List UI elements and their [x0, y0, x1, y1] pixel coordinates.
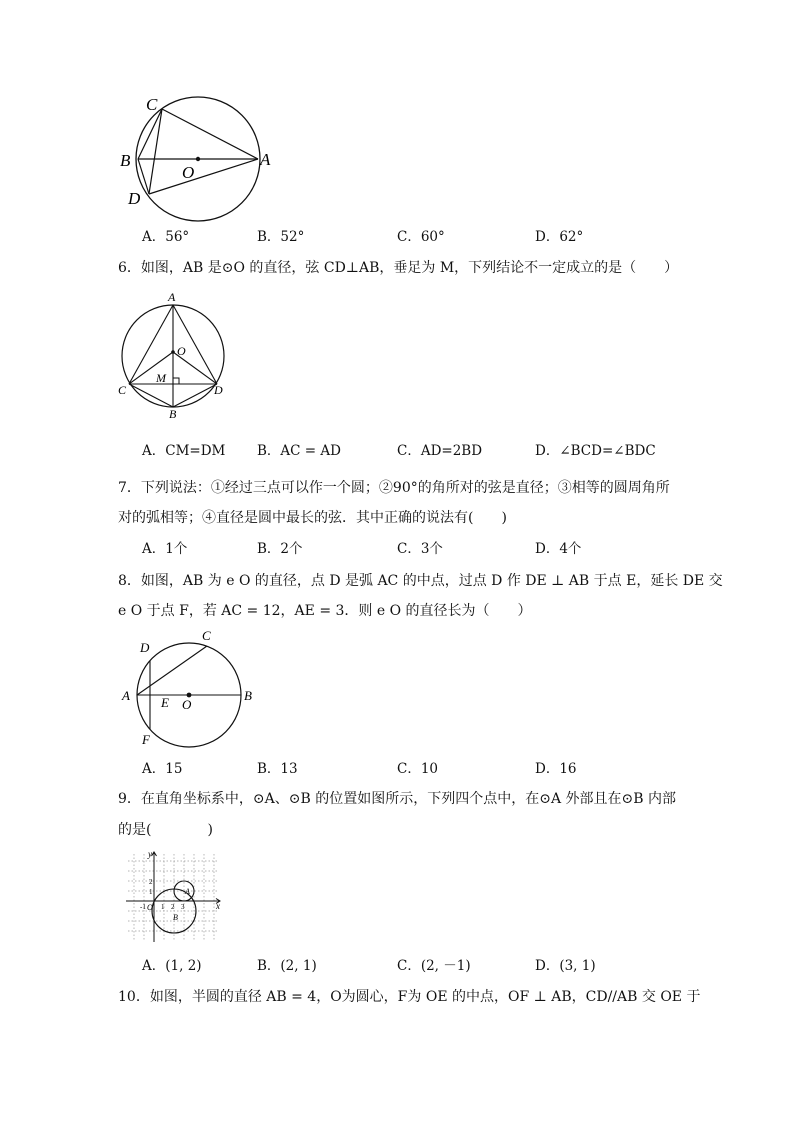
q8-label-a: A: [122, 688, 130, 703]
q8-option-a[interactable]: A．15: [142, 761, 183, 777]
q9-tick-x1: 1: [161, 903, 165, 911]
q9-label-y: y: [148, 849, 152, 859]
q8-label-c: C: [202, 628, 211, 643]
q7-option-d[interactable]: D．4个: [535, 541, 582, 557]
q6-option-d[interactable]: D．∠BCD=∠BDC: [535, 443, 656, 459]
q8-option-c[interactable]: C．10: [397, 761, 439, 777]
q6-option-a[interactable]: A．CM=DM: [142, 443, 226, 459]
q9-tick-y2: 2: [149, 878, 153, 886]
q7-option-a[interactable]: A．1个: [142, 541, 188, 557]
q6-label-m: M: [156, 371, 166, 385]
q9-label-o: O: [147, 903, 153, 912]
q9-tick-x2: 2: [171, 903, 175, 911]
q5-label-c: C: [146, 95, 158, 114]
q7-option-b[interactable]: B．2个: [257, 541, 303, 557]
q9-question-line1: 9．在直角坐标系中，⊙A、⊙B 的位置如图所示，下列四个点中，在⊙A 外部且在⊙B 内部: [118, 791, 676, 807]
q9-option-c[interactable]: C．(2, －1): [397, 958, 471, 974]
q6-question-text: 6．如图，AB 是⊙O 的直径，弦 CD⊥AB，垂足为 M，下列结论不一定成立的是（ ）: [118, 260, 679, 276]
q6-label-b: B: [169, 407, 177, 420]
q5-figure: [112, 92, 282, 222]
q9-figure: [122, 848, 224, 944]
q6-label-o: O: [177, 344, 186, 358]
q9-tick-y1: 1: [149, 888, 153, 896]
q5-option-b[interactable]: B．52°: [257, 229, 305, 245]
q8-question-line1: 8．如图，AB 为 e O 的直径，点 D 是弧 AC 的中点，过点 D 作 DE ⊥ AB 于点 E，延长 DE 交: [118, 573, 723, 589]
q10-question-text: 10．如图，半圆的直径 AB = 4，O为圆心，F为 OE 的中点，OF ⊥ AB，CD//AB 交 OE 于: [118, 989, 701, 1005]
q5-label-o: O: [182, 163, 195, 182]
q6-label-d: D: [214, 383, 223, 397]
q8-label-e: E: [161, 695, 169, 710]
q5-option-a[interactable]: A．56°: [142, 229, 190, 245]
q5-option-d[interactable]: D．62°: [535, 229, 584, 245]
q6-option-b[interactable]: B．AC = AD: [257, 443, 341, 459]
q6-figure: [116, 290, 231, 420]
q9-option-d[interactable]: D．(3, 1): [535, 958, 596, 974]
q5-label-d: D: [128, 189, 141, 208]
q6-label-c: C: [118, 383, 127, 397]
q5-option-c[interactable]: C．60°: [397, 229, 445, 245]
q8-label-o: O: [182, 697, 192, 712]
q7-question-line1: 7．下列说法：①经过三点可以作一个圆；②90°的角所对的弦是直径；③相等的圆周角所: [118, 480, 670, 496]
q5-label-a: A: [260, 150, 271, 169]
q9-label-x: x: [216, 901, 220, 911]
q6-label-a: A: [168, 290, 176, 304]
q8-label-f: F: [142, 732, 150, 747]
q8-option-d[interactable]: D．16: [535, 761, 577, 777]
q9-label-b: B: [173, 913, 178, 922]
q9-tick-x3: 3: [181, 903, 185, 911]
q9-option-a[interactable]: A．(1, 2): [142, 958, 202, 974]
q7-option-c[interactable]: C．3个: [397, 541, 443, 557]
q8-option-b[interactable]: B．13: [257, 761, 298, 777]
q9-tick-xm1: -1: [140, 903, 146, 911]
q9-option-b[interactable]: B．(2, 1): [257, 958, 317, 974]
q5-label-b: B: [120, 151, 131, 170]
q9-question-line2: 的是( ): [118, 822, 213, 838]
q8-figure: [118, 625, 258, 750]
q8-label-b: B: [244, 688, 252, 703]
q6-option-c[interactable]: C．AD=2BD: [397, 443, 483, 459]
q9-label-a: A: [185, 887, 190, 896]
q8-question-line2: e O 于点 F，若 AC = 12，AE = 3．则 e O 的直径长为（ ）: [118, 603, 532, 619]
q8-label-d: D: [140, 640, 150, 655]
q7-question-line2: 对的弧相等；④直径是圆中最长的弦．其中正确的说法有( ): [118, 510, 507, 526]
